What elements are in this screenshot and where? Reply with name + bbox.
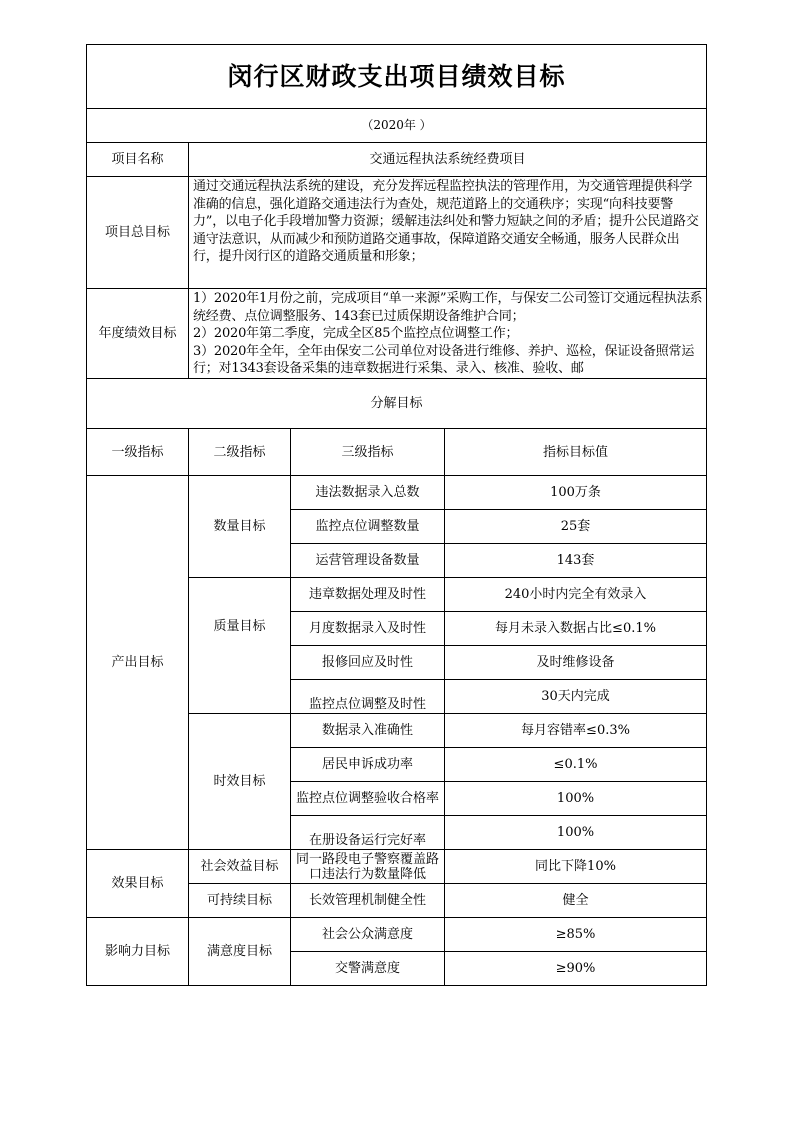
indicator-cell: 数据录入准确性 (291, 714, 445, 748)
project-name-value: 交通远程执法系统经费项目 (189, 143, 707, 177)
indicator-cell: 居民申诉成功率 (291, 748, 445, 782)
target-cell: 30天内完成 (445, 680, 707, 714)
indicator-cell: 报修回应及时性 (291, 646, 445, 680)
target-cell: 100% (445, 782, 707, 816)
annual-goal-text: 1）2020年1月份之前，完成项目“单一来源”采购工作，与保安二公司签订交通远程执法系统经费、点位调整服务、143套已过质保期设备维护合同； 2）2020年第二季度，完成全区85个监控点位调整工作； 3）2020年全年，全年由保安二公司单位对设备进行维修、养护、巡检，保证设备照常运行；对1343套设备采集的违章数据进行采集、录入、核准、验收、邮 (193, 291, 703, 377)
target-cell: 25套 (445, 510, 707, 544)
indicator-cell: 运营管理设备数量 (291, 544, 445, 578)
indicator-cell: 同一路段电子警察覆盖路口违法行为数量降低 (291, 850, 445, 884)
group-impact: 影响力目标 (87, 918, 189, 986)
sub-quality: 质量目标 (189, 578, 291, 714)
indicator-cell: 监控点位调整验收合格率 (291, 782, 445, 816)
indicator-cell: 月度数据录入及时性 (291, 612, 445, 646)
sub-sustain: 可持续目标 (189, 884, 291, 918)
target-cell: 100万条 (445, 476, 707, 510)
header-level2: 二级指标 (189, 429, 291, 476)
target-cell: 每月容错率≤0.3% (445, 714, 707, 748)
sub-quantity: 数量目标 (189, 476, 291, 578)
indicator-cell: 违法数据录入总数 (291, 476, 445, 510)
project-name-label: 项目名称 (87, 143, 189, 177)
indicator-cell: 社会公众满意度 (291, 918, 445, 952)
target-cell: 每月未录入数据占比≤0.1% (445, 612, 707, 646)
indicator-cell: 监控点位调整数量 (291, 510, 445, 544)
target-cell: ≤0.1% (445, 748, 707, 782)
header-level1: 一级指标 (87, 429, 189, 476)
header-level3: 三级指标 (291, 429, 445, 476)
target-cell: ≥85% (445, 918, 707, 952)
indicator-cell: 长效管理机制健全性 (291, 884, 445, 918)
header-target: 指标目标值 (445, 429, 707, 476)
indicator-cell: 监控点位调整及时性 (291, 680, 445, 714)
year-label: （2020年 ） (87, 109, 707, 143)
group-output: 产出目标 (87, 476, 189, 850)
annual-goal-label: 年度绩效目标 (87, 289, 189, 379)
overall-goal-label: 项目总目标 (87, 177, 189, 289)
decompose-label: 分解目标 (87, 379, 707, 429)
target-cell: 240小时内完全有效录入 (445, 578, 707, 612)
target-cell: ≥90% (445, 952, 707, 986)
target-cell: 同比下降10% (445, 850, 707, 884)
target-cell: 100% (445, 816, 707, 850)
group-effect: 效果目标 (87, 850, 189, 918)
target-cell: 及时维修设备 (445, 646, 707, 680)
sub-timeliness: 时效目标 (189, 714, 291, 850)
overall-goal-text: 通过交通远程执法系统的建设，充分发挥远程监控执法的管理作用，为交通管理提供科学准确的信息，强化道路交通违法行为查处，规范道路上的交通秩序；实现“向科技要警力”，以电子化手段增加警力资源；缓解违法纠处和警力短缺之间的矛盾；提升公民道路交通守法意识，从而减少和预防道路交通事故，保障道路交通安全畅通，服务人民群众出行，提升闵行区的道路交通质量和形象； (189, 177, 707, 289)
page-title: 闵行区财政支出项目绩效目标 (87, 45, 707, 109)
target-cell: 健全 (445, 884, 707, 918)
target-cell: 143套 (445, 544, 707, 578)
performance-goal-table (86, 44, 707, 986)
indicator-cell: 在册设备运行完好率 (291, 816, 445, 850)
annual-goal-cell (189, 289, 707, 379)
indicator-cell: 交警满意度 (291, 952, 445, 986)
sub-satisfaction: 满意度目标 (189, 918, 291, 986)
sub-social: 社会效益目标 (189, 850, 291, 884)
indicator-cell: 违章数据处理及时性 (291, 578, 445, 612)
